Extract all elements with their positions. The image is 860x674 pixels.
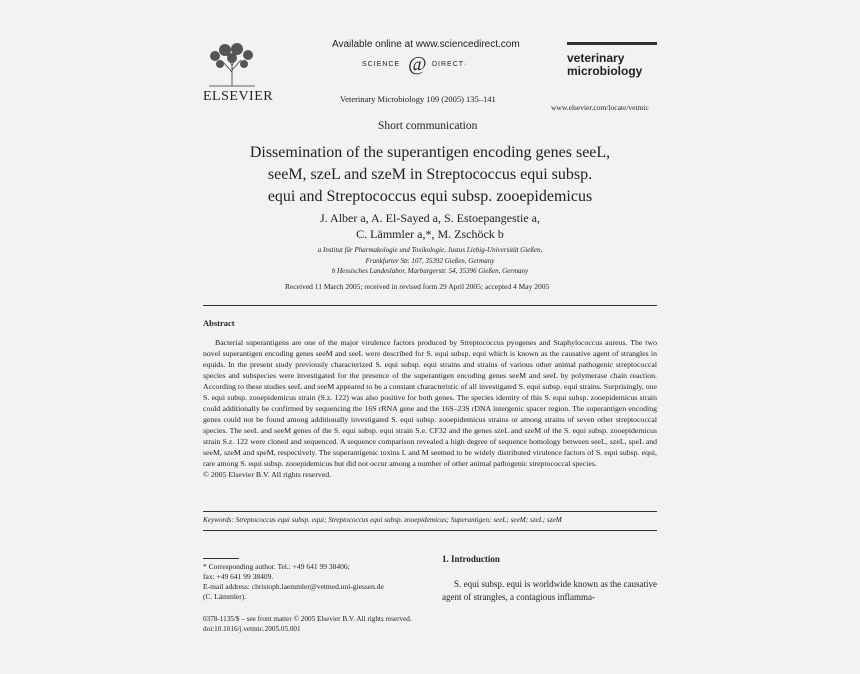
footnote-line1: * Corresponding author. Tel.: +49 641 99 38406; [203, 562, 350, 571]
journal-title-line1: veterinary [567, 51, 625, 65]
publisher-name: ELSEVIER [203, 89, 274, 104]
journal-title-line2: microbiology [567, 64, 643, 78]
footnote-rule [203, 558, 239, 559]
authors-line1: J. Alber a, A. El-Sayed a, S. Estoepangestie a, [320, 211, 540, 225]
journal-reference: Veterinary Microbiology 109 (2005) 135–141 [340, 94, 496, 104]
sciencedirect-logo-right: DIRECT· [432, 61, 468, 68]
received-dates: Received 11 March 2005; received in revised form 29 April 2005; accepted 4 May 2005 [285, 282, 550, 291]
sciencedirect-at-icon: @ [408, 53, 427, 75]
introduction-body: S. equi subsp. equi is worldwide known as the causative agent of strangles, a contagious inflamma- [442, 579, 657, 602]
corresponding-footnote [203, 562, 423, 602]
journal-title [567, 52, 642, 78]
title-line2: seeM, szeL and szeM in Streptococcus equi subsp. [267, 166, 593, 183]
abstract-body [203, 337, 657, 480]
affiliation-a-line1: a Institut für Pharmakologie und Toxikologie, Justus Liebig-Universität Gießen, [317, 246, 543, 254]
divider-keywords [203, 511, 657, 512]
elsevier-tree-logo [203, 42, 261, 88]
availability-line[interactable]: Available online at www.sciencedirect.com [332, 39, 520, 50]
footnote-email[interactable]: E-mail address: christoph.laemmler@vetmed.uni-giessen.de [203, 582, 384, 591]
keywords: Keywords: Streptococcus equi subsp. equi; Streptococcus equi subsp. zooepidemicus; Superantigen; seeL; seeM; szeL; szeM [203, 516, 562, 524]
affiliation-b: b Hessisches Landeslabor, Marburgerstr. 54, 35396 Gießen, Germany [331, 267, 529, 275]
footer-line1: 0378-1135/$ – see front matter © 2005 Elsevier B.V. All rights reserved. [203, 615, 412, 623]
footnote-line4: (C. Lämmler). [203, 592, 247, 601]
abstract-heading: Abstract [203, 318, 235, 328]
divider-top [203, 305, 657, 306]
copyright-line: © 2005 Elsevier B.V. All rights reserved. [203, 470, 332, 479]
affiliations [260, 245, 600, 277]
article-type: Short communication [378, 120, 478, 132]
article-title [205, 142, 655, 208]
affiliation-a-line2: Frankfurter Str. 107, 35392 Gießen, Germany [365, 256, 495, 265]
title-line3: equi and Streptococcus equi subsp. zooepidemicus [267, 188, 593, 205]
doi-line[interactable]: doi:10.1016/j.vetmic.2005.05.001 [203, 625, 301, 633]
front-matter-footer [203, 614, 503, 634]
divider-bottom [203, 530, 657, 531]
authors-line2: C. Lämmler a,*, M. Zschöck b [356, 227, 504, 241]
journal-logo-bar [567, 42, 657, 45]
title-line1: Dissemination of the superantigen encoding genes seeL, [249, 144, 611, 161]
journal-url[interactable]: www.elsevier.com/locate/vetmic [551, 103, 649, 112]
introduction-heading: 1. Introduction [442, 554, 500, 564]
footnote-line2: fax: +49 641 99 38409. [203, 572, 274, 581]
sciencedirect-logo-left: SCIENCE [362, 61, 401, 68]
author-list [250, 210, 610, 242]
abstract-text: Bacterial superantigens are one of the major virulence factors produced by Streptococcus pyogenes and Staphylococcus aureus. The two novel superantigen encoding genes seeM and seeL were described for S. equi subsp. equi which is known as the causative agent of strangles in equids. In the present study previously characterized S. equi subsp. equi strains and strains of various other animal pathogenic streptococcal species and subspecies were investigated for the presence of the superantigen encoding genes seeM and seeL by polymerase chain reaction. According to these studies seeL and seeM appeared to be a constant characteristic of all investigated S. equi subsp. equi strains. Surprisingly, one S. equi subsp. zooepidemicus strain (S.z. 122) was also positive for both genes. The species identity of this S. equi subsp. zooepidemicus strain could additionally be confirmed by sequencing the 16S rRNA gene and the 16S–23S rDNA intergenic spacer region. The superantigen encoding genes could not be found among additionally investigated S. equi subsp. zooepidemicus strains or among strains of seven other streptococcal species. The seeL and seeM genes of the S. equi subsp. equi strain S.e. CF32 and the genes szeL and szeM of the S. equi subsp. zooepidemicus strain S.z. 122 were cloned and sequenced. A sequence comparison revealed a high degree of sequence homology between seeL, szeL, speL and seeM, szeM and speM, respectively. The superantigenic toxins L and M seemed to be widely distributed virulence factors of S. equi subsp. equi, rare among S. equi subsp. zooepidemicus but did not occur among a number of other animal pathogenic streptococcal species. [203, 338, 657, 468]
